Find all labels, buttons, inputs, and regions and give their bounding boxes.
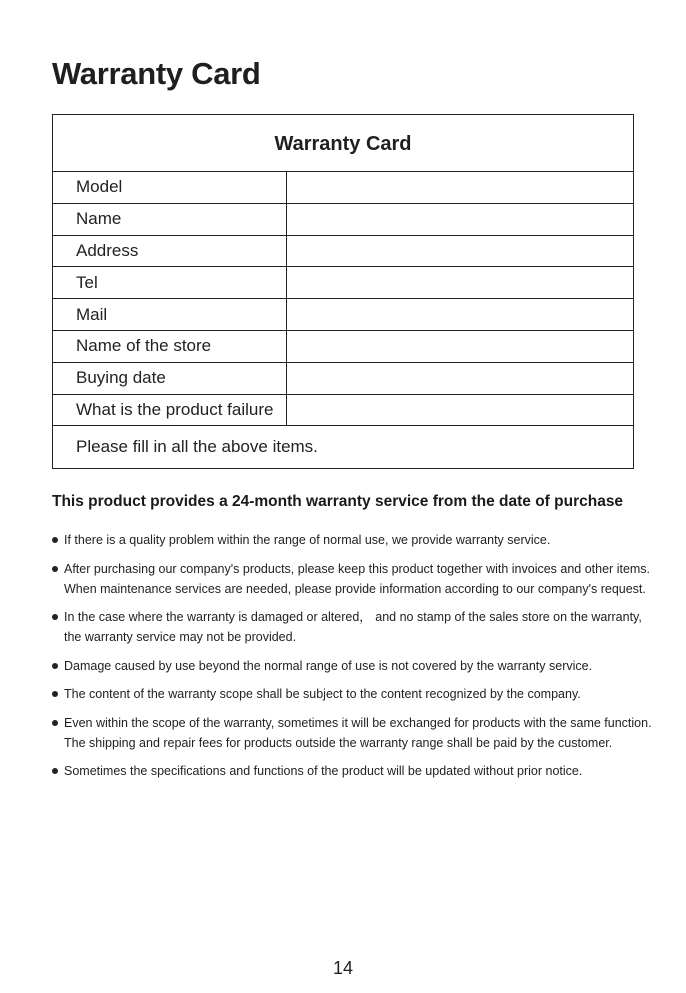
card-value-tel[interactable]	[287, 267, 633, 298]
bullet-icon	[52, 663, 58, 669]
card-label-tel: Tel	[53, 267, 287, 298]
list-item	[52, 607, 652, 647]
bullet-icon	[52, 537, 58, 543]
list-item	[52, 684, 652, 704]
list-item	[52, 559, 652, 599]
card-row-name	[53, 204, 633, 236]
bullet-icon	[52, 614, 58, 620]
warranty-heading: This product provides a 24-month warranty service from the date of purchase	[52, 493, 624, 510]
card-value-model[interactable]	[287, 172, 633, 203]
bullet-icon	[52, 768, 58, 774]
card-row-model	[53, 172, 633, 204]
list-item-text: Damage caused by use beyond the normal range of use is not covered by the warranty service.	[64, 658, 593, 673]
card-value-name[interactable]	[287, 204, 633, 235]
list-item	[52, 530, 652, 550]
card-label-mail: Mail	[53, 299, 287, 330]
card-row-failure	[53, 395, 633, 427]
warranty-terms-list	[52, 530, 652, 790]
card-row-store	[53, 331, 633, 363]
list-item-text: In the case where the warranty is damaged or altered， and no stamp of the sales store on the warranty, the warranty service may not be provided.	[64, 610, 642, 644]
card-value-buying-date[interactable]	[287, 363, 633, 394]
list-item-text: Sometimes the specifications and functions of the product will be updated without prior notice.	[64, 764, 583, 778]
bullet-icon	[52, 720, 58, 726]
card-value-mail[interactable]	[287, 299, 633, 330]
list-item-text: The content of the warranty scope shall be subject to the content recognized by the company.	[64, 687, 581, 701]
bullet-icon	[52, 566, 58, 572]
card-label-buying-date: Buying date	[53, 363, 287, 394]
card-label-store: Name of the store	[53, 331, 287, 362]
card-label-name: Name	[53, 204, 287, 235]
list-item	[52, 656, 652, 676]
card-label-address: Address	[53, 236, 287, 267]
card-value-failure[interactable]	[287, 395, 633, 426]
list-item-text: Even within the scope of the warranty, sometimes it will be exchanged for products with the same function. The shipping and repair fees for products outside the warranty range shall be paid by the customer.	[64, 715, 652, 750]
page-number: 14	[332, 958, 354, 978]
card-label-model: Model	[53, 172, 287, 203]
list-item-text: If there is a quality problem within the range of normal use, we provide warranty service.	[64, 533, 551, 547]
card-row-mail	[53, 299, 633, 331]
card-row-buying-date	[53, 363, 633, 395]
list-item	[52, 713, 652, 753]
card-footer-note: Please fill in all the above items.	[76, 437, 318, 457]
card-header: Warranty Card	[53, 115, 633, 172]
page-title: Warranty Card	[52, 56, 261, 91]
card-row-address	[53, 236, 633, 268]
card-value-store[interactable]	[287, 331, 633, 362]
warranty-card-table	[52, 114, 634, 469]
card-label-failure: What is the product failure	[53, 395, 287, 426]
card-row-tel	[53, 267, 633, 299]
card-value-address[interactable]	[287, 236, 633, 267]
bullet-icon	[52, 691, 58, 697]
list-item	[52, 761, 652, 781]
list-item-text: After purchasing our company's products, please keep this product together with invoices and other items. When maintenance services are needed, please provide information according to our company's request.	[64, 561, 651, 596]
